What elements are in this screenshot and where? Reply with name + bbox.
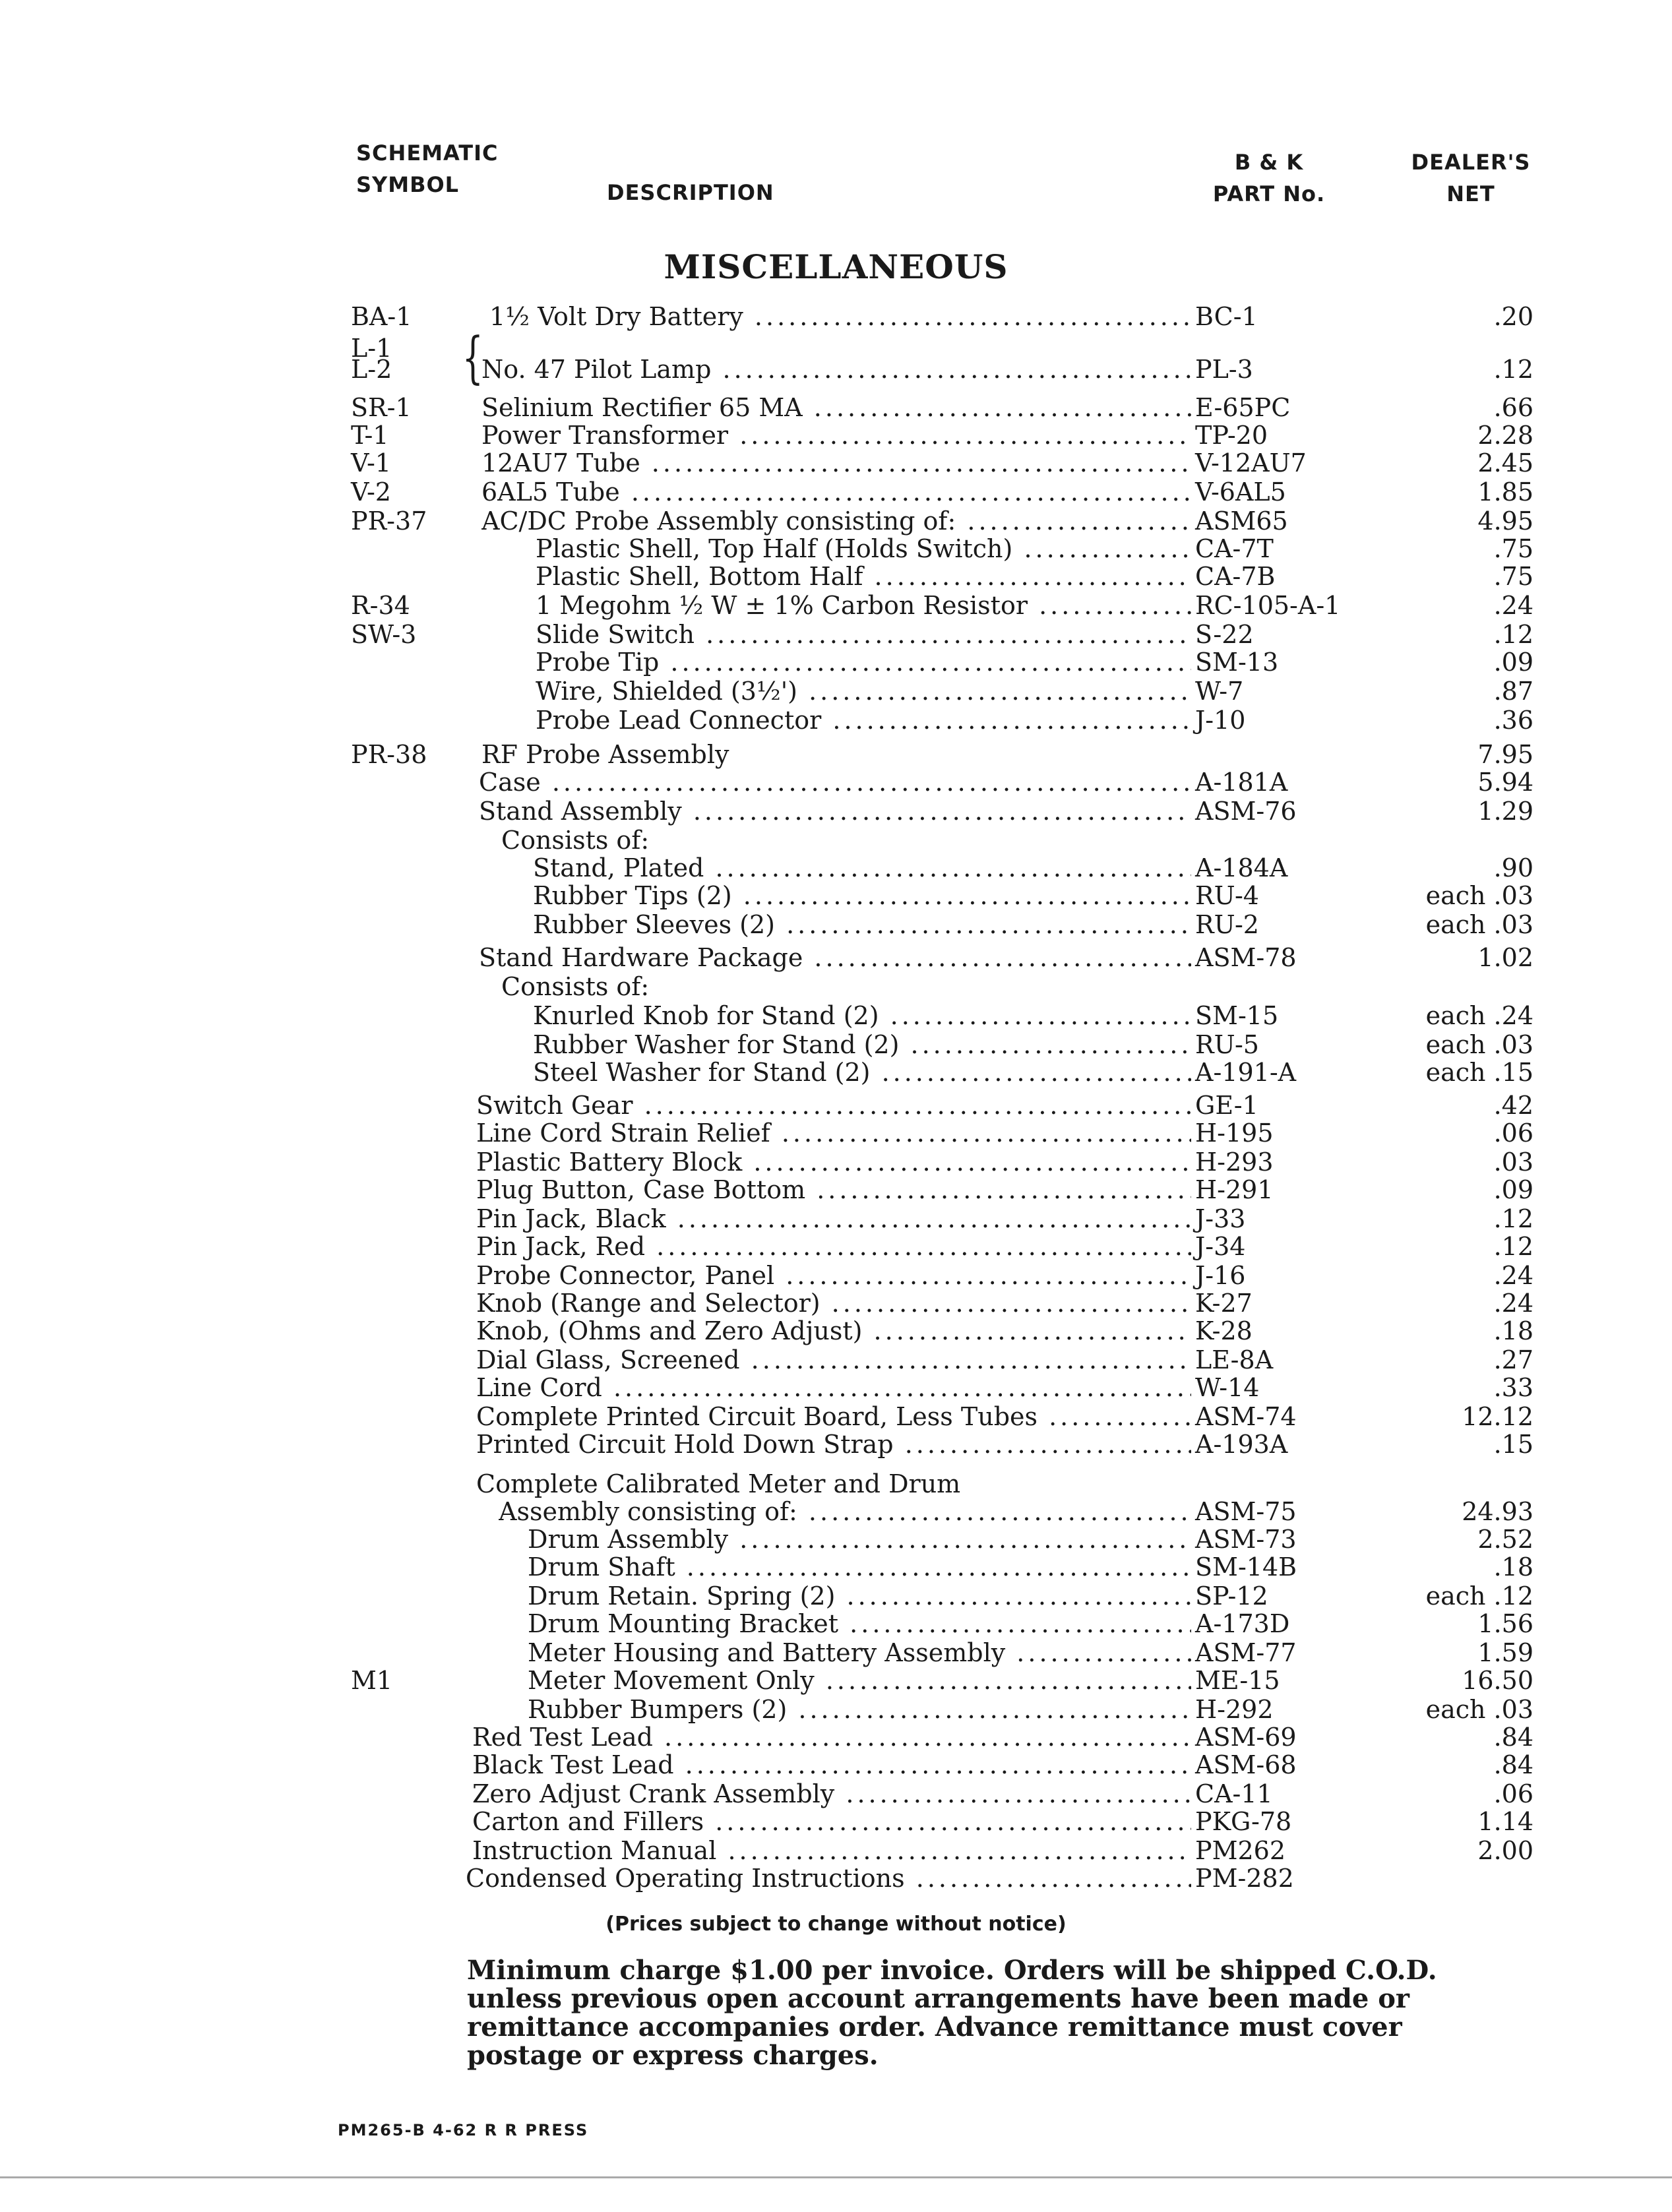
parts-row	[0, 562, 1672, 591]
header-symbol	[356, 137, 499, 200]
part-number: A-173D	[1195, 1609, 1290, 1638]
dealer-net-price: .18	[1493, 1552, 1533, 1582]
dealer-net-price: .84	[1493, 1723, 1533, 1752]
part-number: ASM-77	[1195, 1638, 1297, 1667]
part-description: Drum Mounting Bracket .....	[528, 1609, 1191, 1638]
schematic-symbol: M1	[351, 1666, 393, 1695]
parts-row	[0, 591, 1672, 620]
schematic-symbol: PR-38	[351, 740, 427, 769]
dealer-net-price: .33	[1493, 1373, 1533, 1402]
dealer-net-price: 1.56	[1477, 1609, 1533, 1638]
parts-row	[0, 648, 1672, 677]
part-number: ASM65	[1195, 507, 1288, 536]
part-description: Rubber Washer for Stand (2) .....	[533, 1030, 1191, 1059]
parts-row	[0, 1638, 1672, 1667]
part-number: PM-282	[1195, 1864, 1294, 1893]
part-number: H-293	[1195, 1148, 1274, 1177]
schematic-symbol: V-1	[351, 448, 391, 477]
dealer-net-price: .03	[1493, 1148, 1533, 1177]
part-description: Probe Lead Connector .....	[536, 706, 1191, 735]
part-description: Rubber Sleeves (2) .....	[533, 910, 1191, 939]
part-description: 12AU7 Tube .....	[481, 448, 1191, 477]
header-part-number	[1203, 146, 1335, 210]
schematic-symbol: SW-3	[351, 620, 417, 649]
dealer-net-price: .75	[1493, 534, 1533, 563]
part-description: RF Probe Assembly	[481, 740, 729, 769]
part-description: Drum Assembly .....	[528, 1525, 1191, 1554]
dealer-net-price: 1.14	[1477, 1807, 1533, 1836]
dealer-net-price: each .15	[1425, 1058, 1533, 1087]
parts-row	[0, 1779, 1672, 1808]
parts-row	[0, 1552, 1672, 1582]
part-number: A-184A	[1195, 853, 1288, 882]
part-description: Selinium Rectifier 65 MA .....	[481, 393, 1191, 422]
part-description: Plastic Shell, Bottom Half .....	[536, 562, 1191, 591]
part-number: ASM-74	[1195, 1402, 1297, 1431]
schematic-symbol: R-34	[351, 591, 410, 620]
part-number: RC-105-A-1	[1195, 591, 1341, 620]
parts-row	[0, 797, 1672, 826]
dealer-net-price: .18	[1493, 1316, 1533, 1345]
part-number: ME-15	[1195, 1666, 1280, 1695]
schematic-symbol: L-2	[351, 355, 392, 384]
parts-row	[0, 355, 1672, 384]
part-number: ASM-78	[1195, 943, 1297, 972]
part-description: Meter Housing and Battery Assembly .....	[528, 1638, 1191, 1667]
parts-row	[0, 1723, 1672, 1752]
parts-row	[0, 1001, 1672, 1030]
part-description: Pin Jack, Black .....	[476, 1204, 1191, 1233]
dealer-net-price: each .03	[1425, 910, 1533, 939]
section-title: MISCELLANEOUS	[664, 247, 1008, 286]
terms-paragraph	[467, 1956, 1483, 2070]
parts-row	[0, 1430, 1672, 1459]
part-description: Assembly consisting of: .....	[499, 1497, 1191, 1526]
part-description: Black Test Lead .....	[472, 1750, 1191, 1779]
part-description: Dial Glass, Screened .....	[476, 1345, 1191, 1374]
part-number: SM-15	[1195, 1001, 1279, 1030]
parts-row	[0, 1030, 1672, 1059]
dealer-net-price: .06	[1493, 1779, 1533, 1808]
parts-row	[0, 826, 1672, 855]
part-description: Plastic Battery Block .....	[476, 1148, 1191, 1177]
pilot-lamp-brace: {	[462, 325, 483, 390]
part-number: W-14	[1195, 1373, 1260, 1402]
schematic-symbol: SR-1	[351, 393, 412, 422]
part-number: SP-12	[1195, 1582, 1268, 1611]
part-description: Complete Printed Circuit Board, Less Tubes .....	[476, 1402, 1191, 1431]
parts-row	[0, 1091, 1672, 1120]
part-description: Probe Tip .....	[536, 648, 1191, 677]
parts-row	[0, 1666, 1672, 1695]
dealer-net-price: each .03	[1425, 1030, 1533, 1059]
parts-row	[0, 1864, 1672, 1893]
parts-row	[0, 1750, 1672, 1779]
part-number: J-33	[1195, 1204, 1246, 1233]
dealer-net-price: .09	[1493, 1175, 1533, 1204]
parts-row	[0, 1373, 1672, 1402]
part-number: PL-3	[1195, 355, 1253, 384]
dealer-net-price: .09	[1493, 648, 1533, 677]
parts-row	[0, 1807, 1672, 1836]
part-description: 1 Megohm ½ W ± 1% Carbon Resistor .....	[536, 591, 1191, 620]
part-number: V-12AU7	[1195, 448, 1307, 477]
terms-line: Minimum charge $1.00 per invoice. Orders will be shipped C.O.D.	[467, 1955, 1437, 1986]
dealer-net-price: each .03	[1425, 881, 1533, 910]
header-net-line2: NET	[1446, 181, 1495, 206]
part-number: K-28	[1195, 1316, 1253, 1345]
part-number: RU-4	[1195, 881, 1259, 910]
part-number: V-6AL5	[1195, 477, 1286, 507]
part-number: SM-14B	[1195, 1552, 1297, 1582]
dealer-net-price: 24.93	[1462, 1497, 1533, 1526]
schematic-symbol: V-2	[351, 477, 391, 507]
parts-row	[0, 507, 1672, 536]
dealer-net-price: .06	[1493, 1119, 1533, 1148]
parts-row	[0, 1119, 1672, 1148]
dealer-net-price: .12	[1493, 1232, 1533, 1261]
part-number: A-191-A	[1195, 1058, 1297, 1087]
part-description: Drum Shaft .....	[528, 1552, 1191, 1582]
part-description: Knurled Knob for Stand (2) .....	[533, 1001, 1191, 1030]
dealer-net-price: .24	[1493, 591, 1533, 620]
part-description: 1½ Volt Dry Battery .....	[489, 302, 1191, 331]
part-description: Plug Button, Case Bottom .....	[476, 1175, 1191, 1204]
header-part-line2: PART No.	[1212, 181, 1326, 206]
part-description: Consists of:	[501, 972, 650, 1001]
parts-row	[0, 620, 1672, 649]
part-number: BC-1	[1195, 302, 1258, 331]
parts-row	[0, 881, 1672, 910]
bottom-edge-rule	[0, 2176, 1672, 2178]
part-description: Instruction Manual .....	[472, 1836, 1191, 1865]
dealer-net-price: 12.12	[1462, 1402, 1533, 1431]
parts-row	[0, 1058, 1672, 1087]
part-number: S-22	[1195, 620, 1254, 649]
dealer-net-price: 1.85	[1477, 477, 1533, 507]
part-description: Stand Hardware Package .....	[479, 943, 1191, 972]
part-description: 6AL5 Tube .....	[481, 477, 1191, 507]
part-description: Rubber Tips (2) .....	[533, 881, 1191, 910]
parts-row	[0, 768, 1672, 797]
print-code-footer: PM265-B 4-62 R R PRESS	[338, 2121, 589, 2139]
part-number: A-181A	[1195, 768, 1288, 797]
part-number: CA-7B	[1195, 562, 1276, 591]
part-number: ASM-75	[1195, 1497, 1297, 1526]
part-number: E-65PC	[1195, 393, 1291, 422]
part-number: H-195	[1195, 1119, 1274, 1148]
dealer-net-price: 2.28	[1477, 421, 1533, 450]
parts-row	[0, 448, 1672, 477]
part-number: ASM-68	[1195, 1750, 1297, 1779]
dealer-net-price: .42	[1493, 1091, 1533, 1120]
header-net-line1: DEALER'S	[1411, 150, 1531, 175]
dealer-net-price: .27	[1493, 1345, 1533, 1374]
header-symbol-line1: SCHEMATIC	[356, 140, 499, 166]
part-description: Stand Assembly .....	[479, 797, 1191, 826]
header-dealers-net	[1398, 146, 1543, 210]
dealer-net-price: .15	[1493, 1430, 1533, 1459]
part-number: SM-13	[1195, 648, 1279, 677]
part-description: Meter Movement Only .....	[528, 1666, 1191, 1695]
header-description: DESCRIPTION	[607, 180, 774, 205]
dealer-net-price: each .24	[1425, 1001, 1533, 1030]
schematic-symbol: T-1	[351, 421, 389, 450]
dealer-net-price: 1.29	[1477, 797, 1533, 826]
dealer-net-price: .24	[1493, 1289, 1533, 1318]
dealer-net-price: 4.95	[1477, 507, 1533, 536]
part-number: A-193A	[1195, 1430, 1288, 1459]
parts-row	[0, 1316, 1672, 1345]
part-number: H-291	[1195, 1175, 1274, 1204]
part-description: Steel Washer for Stand (2) .....	[533, 1058, 1191, 1087]
dealer-net-price: .84	[1493, 1750, 1533, 1779]
dealer-net-price: .36	[1493, 706, 1533, 735]
part-description: AC/DC Probe Assembly consisting of: .....	[481, 507, 1191, 536]
part-number: J-34	[1195, 1232, 1246, 1261]
schematic-symbol: PR-37	[351, 507, 427, 536]
part-number: PM262	[1195, 1836, 1286, 1865]
parts-row	[0, 1345, 1672, 1374]
parts-row	[0, 1261, 1672, 1290]
parts-row	[0, 677, 1672, 706]
part-number: J-10	[1195, 706, 1246, 735]
part-description: Drum Retain. Spring (2) .....	[528, 1582, 1191, 1611]
part-number: GE-1	[1195, 1091, 1258, 1120]
parts-row	[0, 1175, 1672, 1204]
dealer-net-price: 5.94	[1477, 768, 1533, 797]
part-number: ASM-69	[1195, 1723, 1297, 1752]
dealer-net-price: .66	[1493, 393, 1533, 422]
dealer-net-price: .87	[1493, 677, 1533, 706]
dealer-net-price: .75	[1493, 562, 1533, 591]
part-number: RU-5	[1195, 1030, 1259, 1059]
part-description: Wire, Shielded (3½') .....	[536, 677, 1191, 706]
part-number: W-7	[1195, 677, 1244, 706]
part-number: ASM-76	[1195, 797, 1297, 826]
dealer-net-price: .24	[1493, 1261, 1533, 1290]
part-number: ASM-73	[1195, 1525, 1297, 1554]
part-number: TP-20	[1195, 421, 1268, 450]
schematic-symbol: BA-1	[351, 302, 412, 331]
terms-line: unless previous open account arrangements have been made or	[467, 1983, 1409, 2014]
part-description: Carton and Fillers .....	[472, 1807, 1191, 1836]
part-description: Printed Circuit Hold Down Strap .....	[476, 1430, 1191, 1459]
part-description: Line Cord Strain Relief .....	[476, 1119, 1191, 1148]
part-description: Complete Calibrated Meter and Drum	[476, 1469, 961, 1498]
part-description: Power Transformer .....	[481, 421, 1191, 450]
part-number: K-27	[1195, 1289, 1253, 1318]
dealer-net-price: 2.45	[1477, 448, 1533, 477]
part-description: Switch Gear .....	[476, 1091, 1191, 1120]
part-description: Line Cord .....	[476, 1373, 1191, 1402]
dealer-net-price: 2.00	[1477, 1836, 1533, 1865]
part-description: Knob, (Ohms and Zero Adjust) .....	[476, 1316, 1191, 1345]
parts-row	[0, 1148, 1672, 1177]
part-number: CA-11	[1195, 1779, 1273, 1808]
part-number: H-292	[1195, 1695, 1274, 1724]
parts-row	[0, 1469, 1672, 1498]
part-description: Consists of:	[501, 826, 650, 855]
parts-row	[0, 1695, 1672, 1724]
terms-line: remittance accompanies order. Advance remittance must cover	[467, 2012, 1402, 2043]
dealer-net-price: 7.95	[1477, 740, 1533, 769]
part-description: Plastic Shell, Top Half (Holds Switch) .....	[536, 534, 1191, 563]
dealer-net-price: 16.50	[1462, 1666, 1533, 1695]
parts-row	[0, 534, 1672, 563]
part-description: Probe Connector, Panel .....	[476, 1261, 1191, 1290]
parts-row	[0, 302, 1672, 331]
part-description: Pin Jack, Red .....	[476, 1232, 1191, 1261]
part-number: CA-7T	[1195, 534, 1274, 563]
parts-row	[0, 421, 1672, 450]
parts-row	[0, 910, 1672, 939]
header-part-line1: B & K	[1234, 150, 1304, 175]
part-description: Rubber Bumpers (2) .....	[528, 1695, 1191, 1724]
part-description: Red Test Lead .....	[472, 1723, 1191, 1752]
dealer-net-price: 2.52	[1477, 1525, 1533, 1554]
part-description: Condensed Operating Instructions .....	[466, 1864, 1191, 1893]
part-description: Zero Adjust Crank Assembly .....	[472, 1779, 1191, 1808]
parts-row	[0, 393, 1672, 422]
parts-row	[0, 1836, 1672, 1865]
header-symbol-line2: SYMBOL	[356, 172, 460, 197]
price-note: (Prices subject to change without notice)	[605, 1913, 1067, 1936]
parts-row	[0, 972, 1672, 1001]
dealer-net-price: each .03	[1425, 1695, 1533, 1724]
parts-row	[0, 1525, 1672, 1554]
dealer-net-price: 1.59	[1477, 1638, 1533, 1667]
parts-row	[0, 853, 1672, 882]
parts-row	[0, 1497, 1672, 1526]
dealer-net-price: .12	[1493, 1204, 1533, 1233]
parts-row	[0, 740, 1672, 769]
parts-row	[0, 1609, 1672, 1638]
part-description: Slide Switch .....	[536, 620, 1191, 649]
parts-row	[0, 1289, 1672, 1318]
parts-row	[0, 706, 1672, 735]
dealer-net-price: .20	[1493, 302, 1533, 331]
part-description: No. 47 Pilot Lamp .....	[481, 355, 1191, 384]
dealer-net-price: .12	[1493, 620, 1533, 649]
part-number: J-16	[1195, 1261, 1246, 1290]
parts-row	[0, 1232, 1672, 1261]
part-number: PKG-78	[1195, 1807, 1292, 1836]
parts-row	[0, 943, 1672, 972]
parts-row	[0, 1582, 1672, 1611]
dealer-net-price: 1.02	[1477, 943, 1533, 972]
dealer-net-price: .90	[1493, 853, 1533, 882]
parts-row	[0, 1402, 1672, 1431]
schematic-symbol: L-1	[351, 334, 392, 363]
part-number: LE-8A	[1195, 1345, 1274, 1374]
part-description: Case .....	[479, 768, 1191, 797]
part-number: RU-2	[1195, 910, 1259, 939]
dealer-net-price: each .12	[1425, 1582, 1533, 1611]
dealer-net-price: .12	[1493, 355, 1533, 384]
part-description: Stand, Plated .....	[533, 853, 1191, 882]
parts-row	[0, 1204, 1672, 1233]
parts-row	[0, 477, 1672, 507]
part-description: Knob (Range and Selector) .....	[476, 1289, 1191, 1318]
terms-line: postage or express charges.	[467, 2040, 879, 2071]
